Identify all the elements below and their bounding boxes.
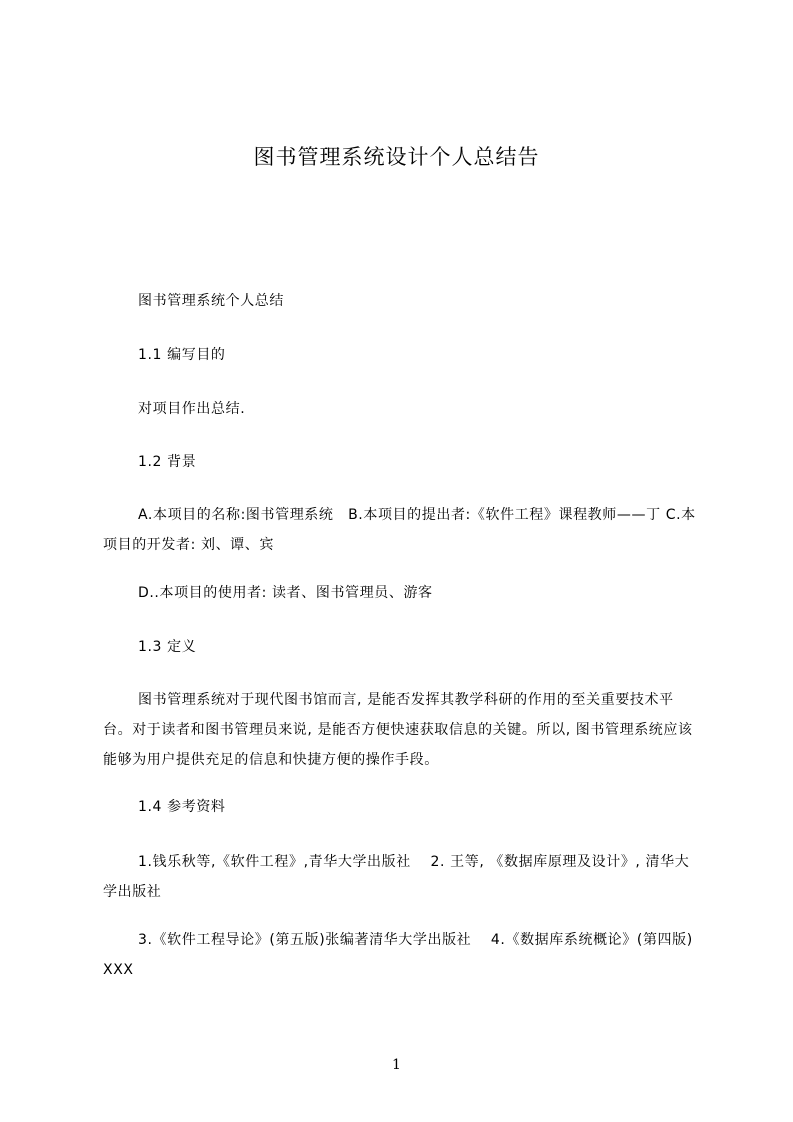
paragraph-background-users: D..本项目的使用者: 读者、图书管理员、游客 (138, 585, 433, 601)
section-heading-definition: 1.3 定义 (138, 639, 197, 655)
section-heading-background: 1.2 背景 (138, 454, 197, 470)
section-heading-purpose: 1.1 编写目的 (138, 347, 226, 363)
section-heading-references: 1.4 参考资料 (138, 799, 226, 815)
paragraph-background-project: A.本项目的名称:图书管理系统 B.本项目的提出者:《软件工程》课程教师——丁 C.本项目的开发者: 刘、谭、宾 (103, 507, 696, 553)
paragraph-purpose: 对项目作出总结. (138, 401, 246, 417)
page-number: 1 (392, 1057, 401, 1073)
paragraph-definition: 图书管理系统对于现代图书馆而言, 是能否发挥其教学科研的作用的至关重要技术平台。对于读者和图书管理员来说, 是能否方便快速获取信息的关键。所以, 图书管理系统应该能够为用户提供充足的信息和快捷方便的操作手段。 (103, 692, 693, 768)
section-heading-summary: 图书管理系统个人总结 (138, 293, 284, 309)
paragraph-references-1: 1.钱乐秋等,《软件工程》,青华大学出版社 2. 王等, 《数据库原理及设计》, 清华大学出版社 (103, 854, 690, 900)
paragraph-references-2: 3.《软件工程导论》(第五版)张编著清华大学出版社 4.《数据库系统概论》(第四版) XXX (103, 932, 693, 978)
document-title: 图书管理系统设计个人总结告 (253, 145, 540, 169)
